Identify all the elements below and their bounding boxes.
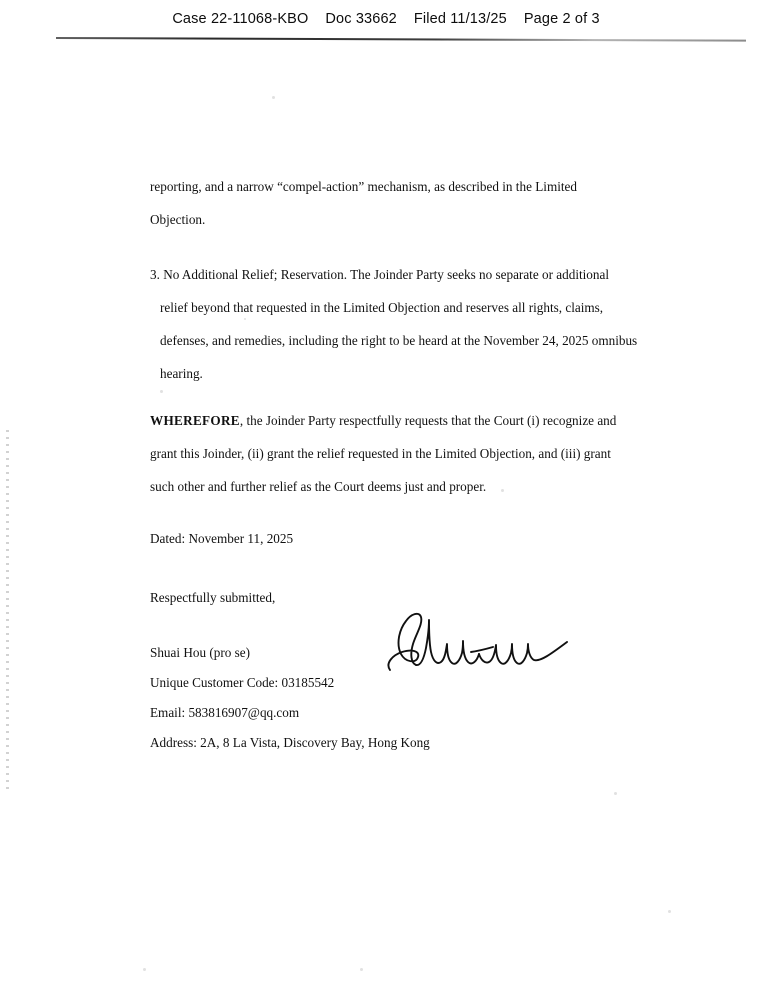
scan-speck xyxy=(244,318,246,320)
scan-speck xyxy=(501,489,504,492)
handwritten-signature xyxy=(383,608,578,676)
header-filed-date: Filed 11/13/25 xyxy=(413,11,507,27)
unique-customer-code: Unique Customer Code: 03185542 xyxy=(150,675,335,690)
paragraph-wherefore xyxy=(150,404,628,503)
header-doc-number: Doc 33662 xyxy=(325,11,397,27)
scan-speck xyxy=(272,96,275,99)
signer-email: Email: 583816907@qq.com xyxy=(150,705,300,720)
wherefore-body-text: , the Joinder Party respectfully requests that the Court (i) recognize and grant this Joinder, (ii) grant the relief requested in the Limited Objection, and (iii) grant such other and further relief as the Court deems just and proper. xyxy=(150,413,617,494)
header-divider-rule xyxy=(56,37,746,42)
closing-line: Respectfully submitted, xyxy=(150,590,276,605)
paragraph-3-no-additional-relief: 3. No Additional Relief; Reservation. The Joinder Party seeks no separate or additional relief beyond that requested in the Limited Objection and reserves all rights, claims, defenses, and remedies, including the right to be heard at the November 24, 2025 omnibus hearing. xyxy=(150,267,638,381)
wherefore-lead-in: WHEREFORE xyxy=(150,413,240,428)
scan-speck xyxy=(160,390,163,393)
dated-line: Dated: November 11, 2025 xyxy=(150,531,294,546)
scan-speck xyxy=(668,910,671,913)
scan-edge-noise xyxy=(6,430,9,790)
signer-address: Address: 2A, 8 La Vista, Discovery Bay, Hong Kong xyxy=(150,735,430,750)
scan-speck xyxy=(143,968,146,971)
signer-name: Shuai Hou (pro se) xyxy=(150,645,250,660)
court-filing-header xyxy=(0,11,772,27)
header-page-number: Page 2 of 3 xyxy=(523,11,600,27)
header-case-number: Case 22-11068-KBO xyxy=(172,11,309,27)
scan-speck xyxy=(614,792,617,795)
paragraph-continued: reporting, and a narrow “compel-action” mechanism, as described in the Limited Objection. xyxy=(150,179,577,227)
scan-speck xyxy=(360,968,363,971)
